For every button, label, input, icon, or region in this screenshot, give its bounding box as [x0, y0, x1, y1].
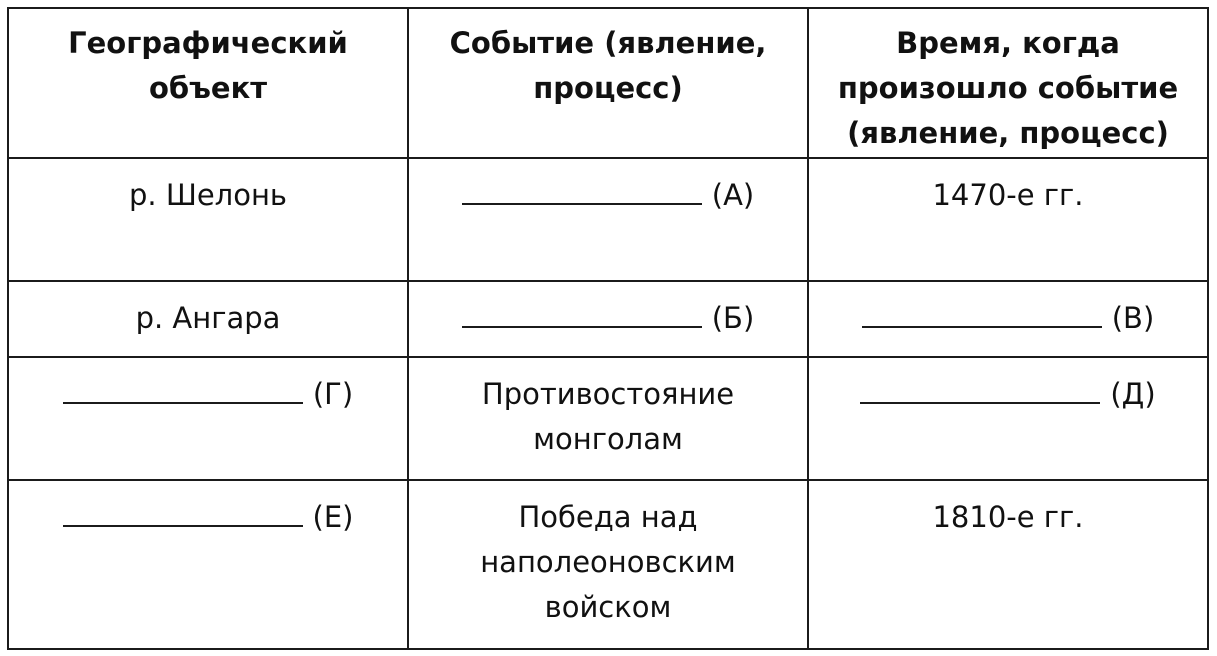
header-time: [808, 8, 1208, 158]
blank-marker: (Б): [711, 301, 755, 335]
header-event-line-2: процесс): [533, 71, 683, 105]
header-geographic-object: [8, 8, 408, 158]
history-table: [7, 7, 1209, 650]
header-event: [408, 8, 808, 158]
cell-time: [808, 158, 1208, 281]
table-row: [8, 281, 1208, 357]
time-text: 1810-е гг.: [932, 499, 1084, 534]
cell-event: [408, 480, 808, 649]
blank-field-a: [462, 178, 754, 212]
cell-time: [808, 281, 1208, 357]
cell-event: [408, 357, 808, 480]
header-event-line-1: Событие (явление,: [449, 26, 767, 60]
cell-time: [808, 357, 1208, 480]
cell-object: [8, 480, 408, 649]
blank-line: [462, 298, 702, 328]
blank-marker: (Е): [312, 499, 354, 534]
blank-field-e: [63, 500, 354, 534]
table-row: [8, 480, 1208, 649]
header-time-line-1: Время, когда: [896, 26, 1120, 60]
blank-field-v: [862, 301, 1155, 335]
blank-line: [462, 175, 702, 205]
cell-time: [808, 480, 1208, 649]
event-text-line-1: Противостояние: [481, 376, 735, 411]
header-row: [8, 8, 1208, 158]
blank-field-g: [63, 377, 353, 411]
blank-field-d: [860, 377, 1155, 411]
header-time-line-3: (явление, процесс): [847, 116, 1169, 150]
cell-event: [408, 281, 808, 357]
table-row: [8, 357, 1208, 480]
cell-object: [8, 158, 408, 281]
time-text: 1470-е гг.: [932, 178, 1084, 212]
event-text-line-2: монголам: [533, 421, 683, 456]
table-row: [8, 158, 1208, 281]
event-text-line-1: Победа над: [518, 499, 698, 534]
cell-object: [8, 281, 408, 357]
event-text-line-2: наполеоновским: [480, 544, 736, 579]
cell-event: [408, 158, 808, 281]
event-text-line-3: войском: [544, 589, 672, 624]
blank-marker: (Г): [312, 376, 354, 411]
blank-marker: (В): [1111, 301, 1155, 335]
cell-object: [8, 357, 408, 480]
header-geographic-object-line-2: объект: [148, 71, 268, 105]
blank-line: [862, 298, 1102, 328]
blank-line: [860, 374, 1100, 404]
object-text: р. Ангара: [135, 301, 281, 335]
blank-marker: (Д): [1110, 376, 1156, 411]
blank-marker: (А): [711, 178, 755, 212]
blank-line: [63, 497, 303, 527]
blank-line: [63, 374, 303, 404]
header-time-line-2: произошло событие: [837, 71, 1179, 105]
object-text: р. Шелонь: [128, 178, 288, 212]
blank-field-b: [462, 301, 755, 335]
header-geographic-object-line-1: Географический: [68, 26, 348, 60]
